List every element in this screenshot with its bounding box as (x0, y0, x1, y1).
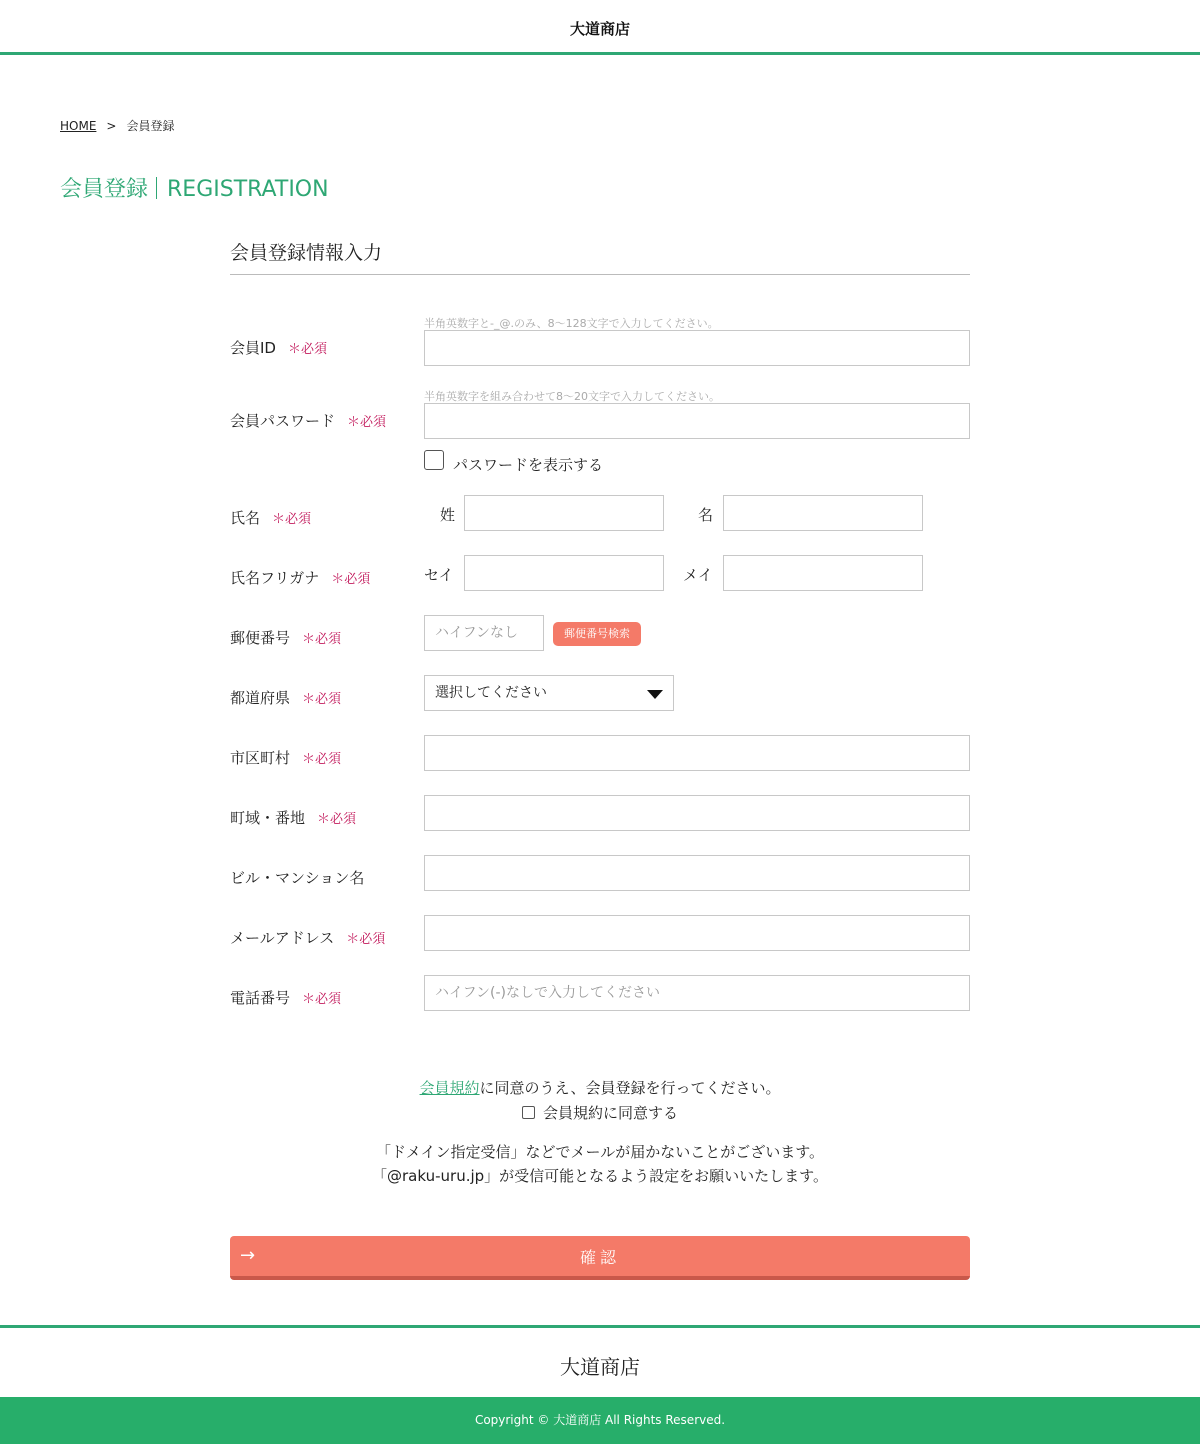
agree-terms-checkbox[interactable] (522, 1106, 535, 1119)
dropdown-caret-icon (647, 690, 663, 699)
notice-line-1: 「ドメイン指定受信」などでメールが届かないことがございます。 (375, 1143, 825, 1161)
phone-label (230, 987, 341, 1008)
required-badge: ＊必須 (302, 632, 342, 647)
password-hint: 半角英数字を組み合わせて8〜20文字で入力してください。 (424, 390, 720, 403)
required-badge: ＊必須 (317, 812, 357, 827)
building-label-text: ビル・マンション名 (230, 869, 365, 887)
copyright-text: Copyright © 大道商店 All Rights Reserved. (474, 1413, 726, 1427)
footer-logo[interactable]: 大道商店 (560, 1355, 640, 1379)
prefecture-select[interactable] (424, 675, 674, 711)
password-input[interactable] (424, 403, 970, 439)
street-label-text: 町域・番地 (230, 809, 306, 827)
phone-input[interactable]: ハイフン(-)なしで入力してください (424, 975, 970, 1011)
last-name-label: 姓 (440, 506, 456, 524)
required-badge: ＊必須 (302, 692, 342, 707)
required-badge: ＊必須 (302, 752, 342, 767)
required-badge: ＊必須 (347, 415, 387, 430)
agreement-checkbox-row (0, 1102, 1200, 1123)
kana-first-label: メイ (683, 566, 713, 584)
prefecture-label-text: 都道府県 (230, 689, 291, 707)
agreement-sentence: に同意のうえ、会員登録を行ってください。 (479, 1079, 781, 1097)
first-name-label: 名 (698, 506, 714, 524)
required-badge: ＊必須 (346, 932, 386, 947)
section-title: 会員登録情報入力 (230, 238, 970, 275)
city-label (230, 747, 341, 768)
kana-last-label: セイ (424, 566, 454, 584)
show-password-label[interactable]: パスワードを表示する (453, 456, 604, 474)
last-name-input[interactable] (464, 495, 664, 531)
member-id-label-text: 会員ID (230, 339, 276, 357)
first-name-input[interactable] (723, 495, 923, 531)
footer-copyright-bar (0, 1397, 1200, 1444)
required-badge: ＊必須 (302, 992, 342, 1007)
show-password-checkbox[interactable] (424, 450, 444, 470)
password-label-text: 会員パスワード (230, 412, 336, 430)
kana-last-input[interactable] (464, 555, 664, 591)
name-label-text: 氏名 (230, 509, 261, 527)
zip-label-text: 郵便番号 (230, 629, 291, 647)
member-id-label (230, 337, 327, 358)
zip-label (230, 627, 341, 648)
confirm-button[interactable] (230, 1236, 970, 1280)
page-title-jp: 会員登録 (60, 177, 149, 202)
breadcrumb (60, 117, 174, 134)
email-input[interactable] (424, 915, 970, 951)
name-label (230, 507, 311, 528)
member-id-input[interactable] (424, 330, 970, 366)
zip-search-button[interactable]: 郵便番号検索 (553, 622, 641, 646)
terms-link[interactable]: 会員規約 (419, 1079, 480, 1097)
kana-label-text: 氏名フリガナ (230, 569, 320, 587)
notice-line-2: 「@raku-uru.jp」が受信可能となるよう設定をお願いいたします。 (372, 1167, 828, 1185)
building-label (230, 867, 364, 888)
email-label (230, 927, 385, 948)
breadcrumb-current: 会員登録 (126, 119, 175, 133)
password-label (230, 410, 386, 431)
breadcrumb-home-link[interactable]: HOME (60, 119, 97, 133)
breadcrumb-separator: > (106, 119, 117, 133)
arrow-right-icon: → (240, 1245, 256, 1266)
city-input[interactable] (424, 735, 970, 771)
city-label-text: 市区町村 (230, 749, 291, 767)
site-header (0, 0, 1200, 55)
required-badge: ＊必須 (287, 342, 327, 357)
required-badge: ＊必須 (272, 512, 312, 527)
agree-terms-label[interactable]: 会員規約に同意する (542, 1104, 678, 1122)
page-title-en: REGISTRATION (167, 177, 329, 202)
confirm-button-label: 確認 (579, 1248, 620, 1267)
building-input[interactable] (424, 855, 970, 891)
prefecture-selected-value: 選択してください (435, 685, 547, 701)
kana-first-input[interactable] (723, 555, 923, 591)
page-title (60, 172, 329, 203)
footer-divider (0, 1325, 1200, 1328)
prefecture-label (230, 687, 341, 708)
kana-label (230, 567, 370, 588)
required-badge: ＊必須 (331, 572, 371, 587)
street-label (230, 807, 356, 828)
zip-input[interactable]: ハイフンなし (424, 615, 544, 651)
agreement-text (0, 1077, 1200, 1098)
street-input[interactable] (424, 795, 970, 831)
email-label-text: メールアドレス (230, 929, 335, 947)
member-id-hint: 半角英数字と-_@.のみ、8〜128文字で入力してください。 (424, 317, 719, 330)
phone-label-text: 電話番号 (230, 989, 291, 1007)
title-divider (156, 177, 157, 199)
site-logo[interactable]: 大道商店 (569, 20, 630, 38)
